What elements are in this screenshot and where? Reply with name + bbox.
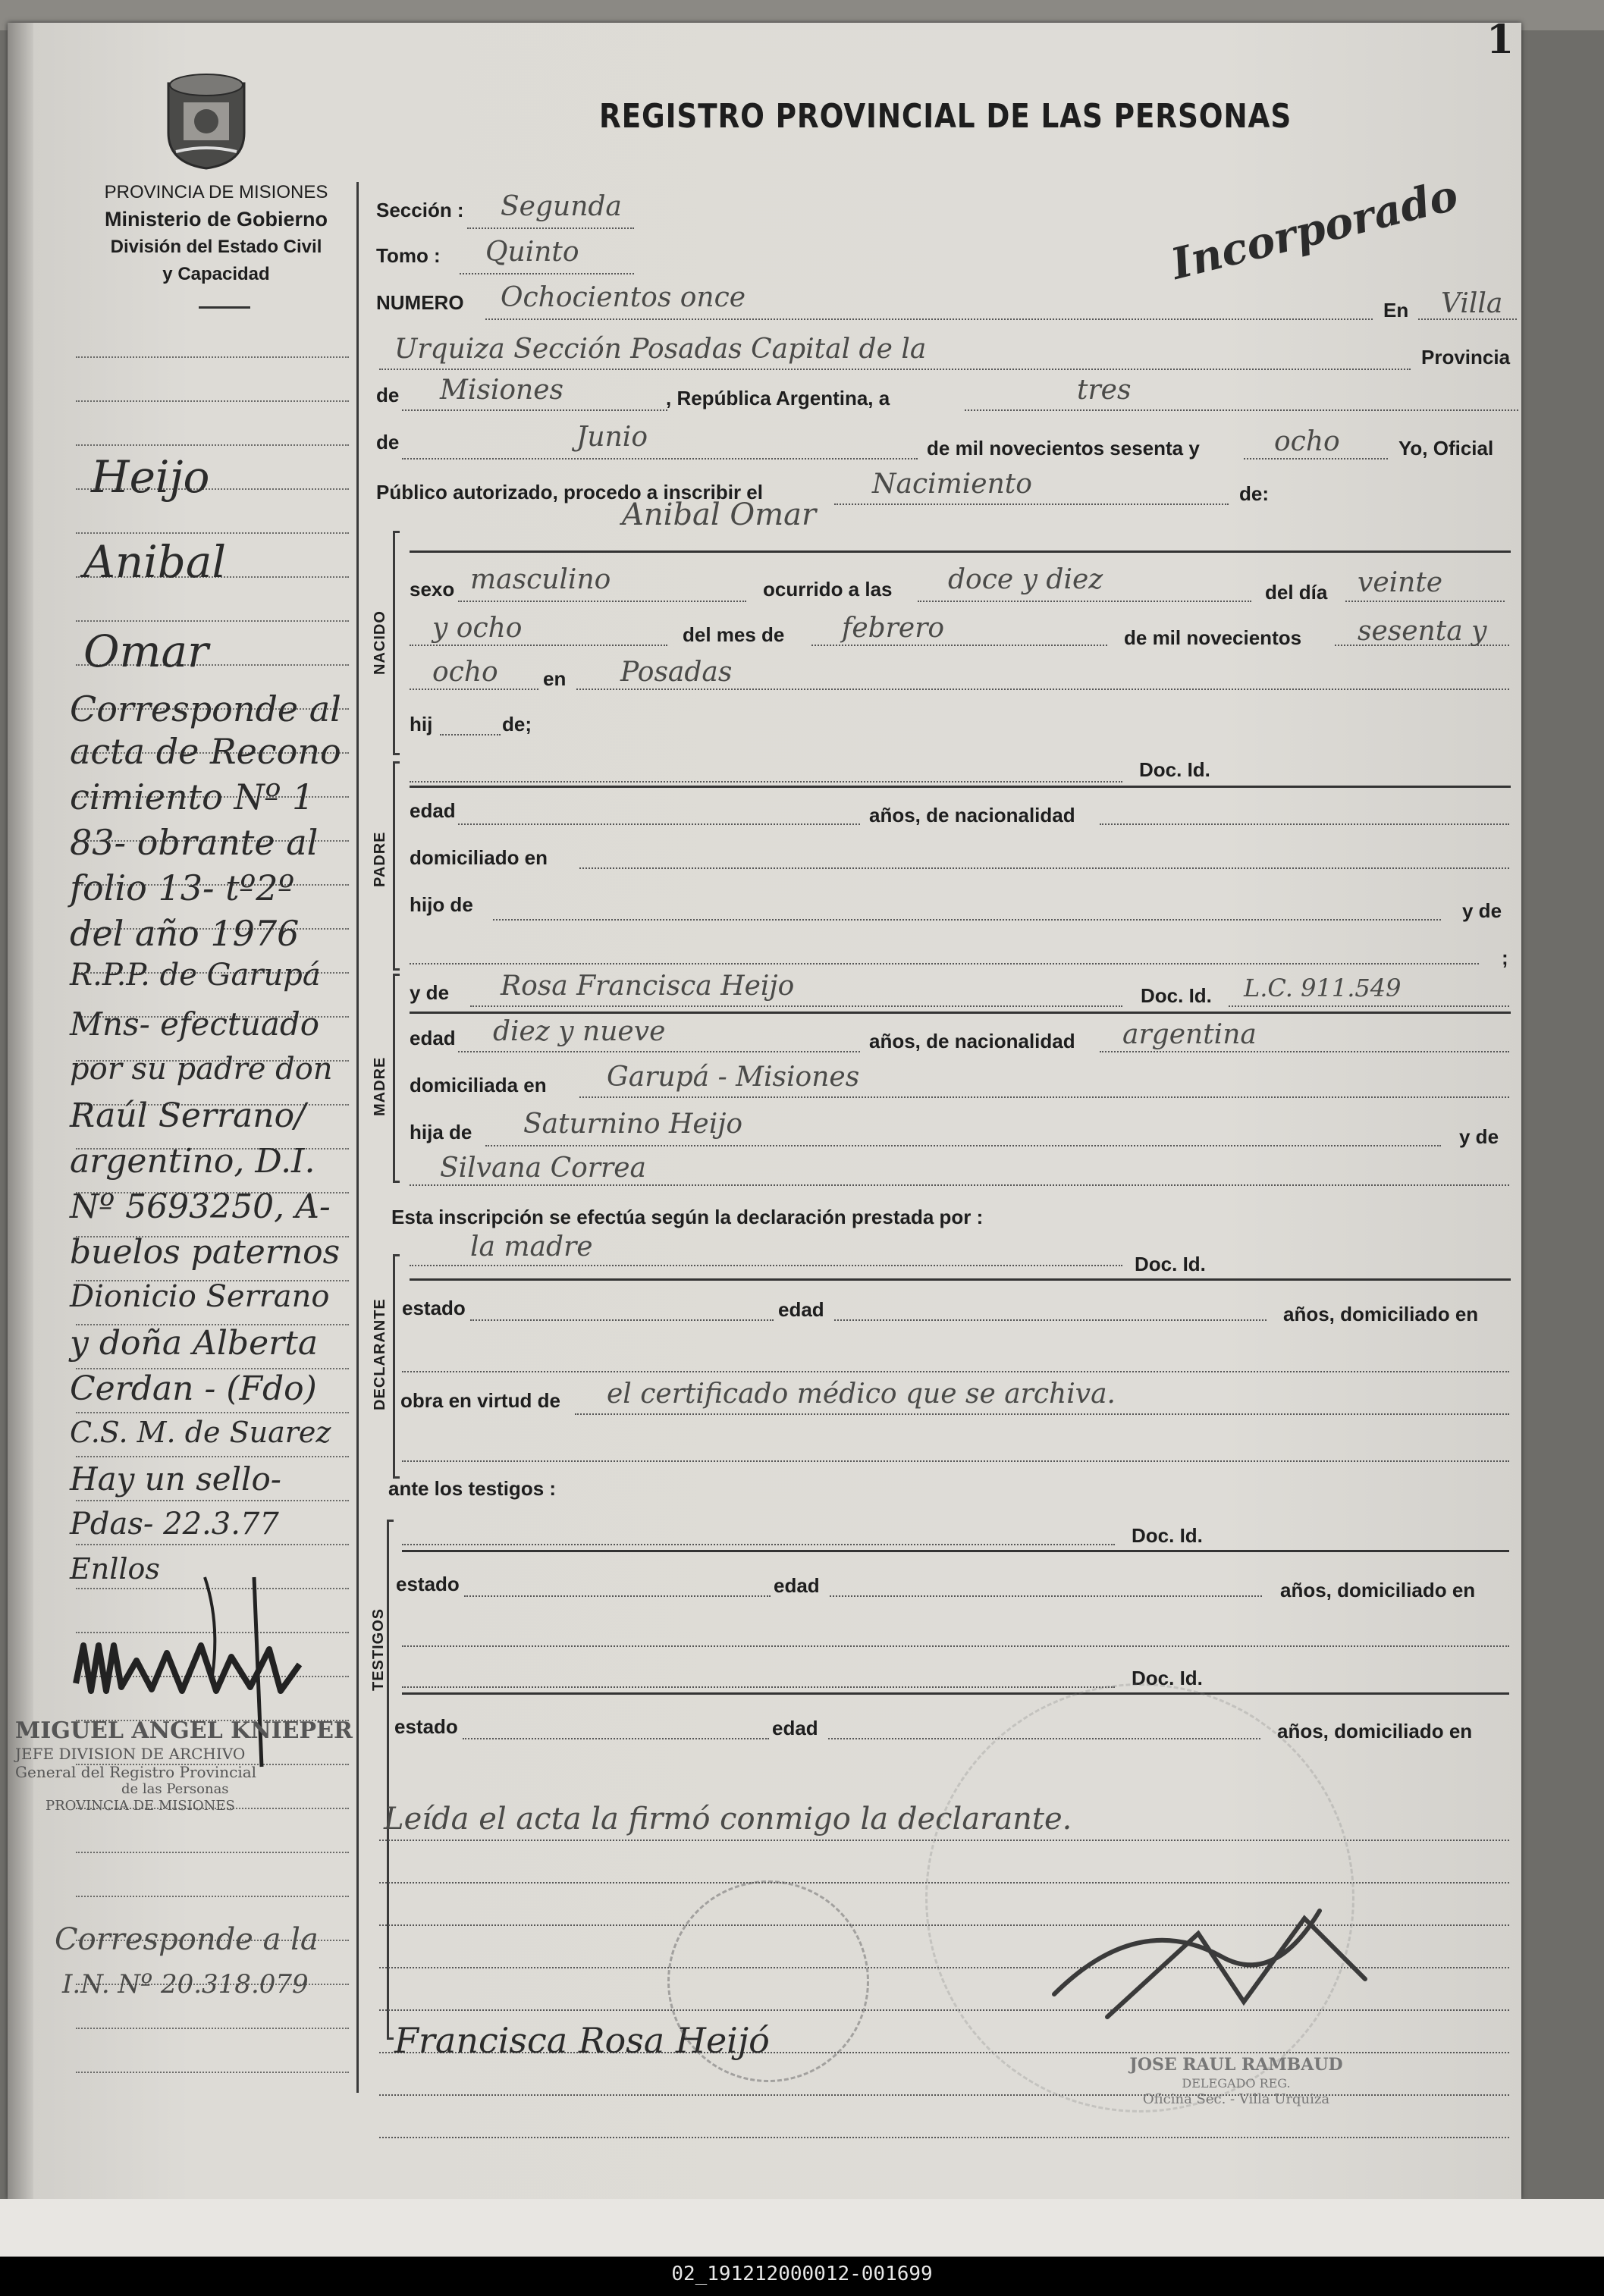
- margin-note-line: Raúl Serrano/: [70, 1096, 306, 1135]
- madre-bracket: [393, 974, 400, 1183]
- declarante-bracket: [393, 1254, 400, 1479]
- place-line-value: Urquiza Sección Posadas Capital de la: [394, 334, 927, 365]
- margin-guide-line: [76, 532, 349, 534]
- mes-value: febrero: [842, 613, 945, 644]
- archive-stamp: [15, 1717, 356, 1814]
- padre-domicilio-label: domiciliado en: [410, 846, 548, 869]
- nombre-value: Anibal Omar: [622, 497, 817, 532]
- margin-guide-line: [76, 1456, 349, 1457]
- declarante-doc-label: Doc. Id.: [1135, 1253, 1206, 1275]
- margin-note-line: R.P.P. de Garupá: [70, 958, 321, 993]
- seccion-label: Sección :: [376, 199, 464, 221]
- margin-guide-line: [76, 1500, 349, 1501]
- testigo2-anios-label: años, domiciliado en: [1277, 1720, 1473, 1742]
- testigo2-estado-label: estado: [394, 1715, 458, 1738]
- anio-label: de mil novecientos: [1124, 626, 1302, 649]
- hora-value: doce y diez: [948, 564, 1103, 595]
- madre-edad-label: edad: [410, 1027, 456, 1049]
- madre-nombre-value: Rosa Francisca Heijo: [501, 971, 795, 1002]
- margin-guide-line: [76, 1544, 349, 1545]
- madre-domicilio-label: domiciliada en: [410, 1074, 547, 1096]
- closing-guide-line: [379, 2137, 1509, 2138]
- year-value: ocho: [1274, 426, 1340, 457]
- margin-guide-line: [76, 356, 349, 358]
- testigos-label: ante los testigos :: [388, 1477, 557, 1500]
- margin-note-line: Pdas- 22.3.77: [70, 1507, 279, 1542]
- margin-note-line: argentino, D.I.: [70, 1142, 315, 1181]
- margin-note-line: Enllos: [70, 1552, 160, 1586]
- de3-label: de:: [1239, 482, 1269, 505]
- declaracion-label: Esta inscripción se efectúa según la declaración prestada por :: [391, 1206, 984, 1228]
- anio-cont-value: ocho: [432, 657, 498, 688]
- madre-yde-label: y de: [410, 981, 450, 1004]
- margin-note-line: por su padre don: [70, 1052, 333, 1087]
- capacity-heading: y Capacidad: [162, 264, 270, 284]
- lugar-value: Posadas: [620, 657, 733, 688]
- declarante-estado-label: estado: [402, 1297, 466, 1319]
- tomo-label: Tomo :: [376, 244, 441, 267]
- madre-yde2-label: y de: [1459, 1125, 1499, 1148]
- padre-yde-label: y de: [1462, 899, 1502, 922]
- declarante-section-label: DECLARANTE: [372, 1298, 388, 1410]
- madre-nac-label: años, de nacionalidad: [869, 1030, 1075, 1052]
- margin-guide-line: [76, 400, 349, 402]
- firma-value: Francisca Rosa Heijó: [394, 2020, 770, 2061]
- anio-value: sesenta y: [1358, 616, 1487, 647]
- oficial-label: Yo, Oficial: [1398, 437, 1494, 460]
- margin-note-line: del año 1976: [70, 913, 300, 954]
- heading-underline: [199, 306, 250, 309]
- bottom-note-line: Corresponde a la: [55, 1922, 319, 1957]
- nacido-section-label: NACIDO: [372, 610, 388, 675]
- madre-doc-label: Doc. Id.: [1141, 984, 1212, 1007]
- day-value: tres: [1077, 375, 1132, 406]
- official-stamp: [1085, 2055, 1388, 2108]
- obra-label: obra en virtud de: [400, 1389, 560, 1412]
- tomo-value: Quinto: [485, 237, 579, 268]
- provincia-value: Misiones: [440, 375, 564, 406]
- testigos-section-label: TESTIGOS: [370, 1608, 387, 1691]
- margin-note-line: Hay un sello-: [70, 1460, 281, 1498]
- sexo-value: masculino: [470, 564, 611, 595]
- testigo1-edad-label: edad: [774, 1574, 820, 1597]
- margin-note-line: 83- obrante al: [70, 822, 319, 863]
- hij-de-label: de;: [502, 713, 532, 736]
- padre-doc-label: Doc. Id.: [1139, 758, 1210, 781]
- margin-guide-line: [76, 444, 349, 446]
- margin-note-line: Corresponde al: [70, 688, 341, 729]
- margin-guide-line: [76, 1852, 349, 1853]
- month-value: Junio: [576, 422, 648, 453]
- publico-label: Público autorizado, procedo a inscribir el: [376, 481, 763, 503]
- closing-note: Leída el acta la firmó conmigo la declarante.: [384, 1802, 1072, 1836]
- hij-label: hij: [410, 713, 433, 736]
- testigo1-doc-label: Doc. Id.: [1132, 1524, 1203, 1547]
- round-seal-stamp: [667, 1880, 869, 2082]
- de-label: de: [376, 384, 400, 406]
- form-title: REGISTRO PROVINCIAL DE LAS PERSONAS: [599, 97, 1292, 136]
- obra-value: el certificado médico que se archiva.: [607, 1379, 1116, 1410]
- year-label: de mil novecientos sesenta y: [927, 437, 1200, 460]
- margin-guide-line: [76, 620, 349, 622]
- testigo1-anios-label: años, domiciliado en: [1280, 1579, 1476, 1601]
- margin-note-line: buelos paternos: [70, 1233, 341, 1272]
- madre-edad-value: diez y nueve: [493, 1016, 666, 1047]
- seccion-value: Segunda: [501, 191, 622, 222]
- margin-note-line: Nº 5693250, A-: [70, 1187, 331, 1226]
- padre-edad-label: edad: [410, 799, 456, 822]
- margin-note-line: folio 13- tº2º: [70, 867, 295, 908]
- declarante-edad-label: edad: [778, 1298, 824, 1321]
- madre-hija-label: hija de: [410, 1121, 472, 1143]
- madre-section-label: MADRE: [372, 1056, 388, 1116]
- dia-label: del día: [1265, 581, 1328, 604]
- en-label: En: [1383, 299, 1409, 322]
- margin-guide-line: [76, 2028, 349, 2029]
- de2-label: de: [376, 431, 400, 453]
- margin-guide-line: [76, 1896, 349, 1897]
- declarante-nombre-value: la madre: [470, 1231, 593, 1262]
- margin-note-line: acta de Recono: [70, 731, 341, 772]
- archive-reference: 02_191212000012-001699: [671, 2263, 933, 2285]
- numero-label: NUMERO: [376, 291, 464, 314]
- acto-value: Nacimiento: [872, 469, 1032, 500]
- en-nacido-label: en: [543, 667, 567, 690]
- page-number: 1: [1486, 17, 1515, 63]
- madre-madre-value: Silvana Correa: [440, 1153, 646, 1184]
- dia-value: veinte: [1358, 567, 1443, 598]
- testigos-bracket: [387, 1520, 394, 2040]
- stamp-line: General del Registro Provincial: [15, 1763, 257, 1781]
- ministry-heading: Ministerio de Gobierno: [104, 208, 328, 231]
- testigo2-edad-label: edad: [772, 1717, 818, 1739]
- column-divider: [356, 182, 359, 2093]
- padre-bracket: [393, 761, 400, 971]
- margin-note-line: Mns- efectuado: [70, 1005, 320, 1043]
- stamp-line: MIGUEL ANGEL KNIEPER: [15, 1717, 353, 1744]
- margin-note-line: C.S. M. de Suarez: [70, 1416, 331, 1449]
- padre-nac-label: años, de nacionalidad: [869, 804, 1075, 826]
- ocurrido-label: ocurrido a las: [763, 578, 893, 601]
- official-stamp-line: DELEGADO REG.: [1182, 2075, 1291, 2091]
- madre-padre-value: Saturnino Heijo: [523, 1109, 743, 1140]
- margin-note-line: Cerdan - (Fdo): [70, 1369, 317, 1408]
- margin-note-line: Dionicio Serrano: [70, 1279, 330, 1314]
- sexo-label: sexo: [410, 578, 455, 601]
- nacido-bracket: [393, 531, 400, 755]
- stamp-line: de las Personas: [121, 1781, 229, 1797]
- provincia-label: Provincia: [1421, 346, 1511, 369]
- padre-semicolon: ;: [1502, 946, 1508, 969]
- official-stamp-line: Oficina Sec. - Villa Urquiza: [1142, 2091, 1330, 2107]
- testigo1-estado-label: estado: [396, 1573, 460, 1595]
- dia-cont-value: y ocho: [432, 613, 523, 644]
- margin-guide-line: [76, 1412, 349, 1413]
- numero-value: Ochocientos once: [501, 282, 746, 313]
- bottom-note-line: I.N. Nº 20.318.079: [62, 1969, 309, 2000]
- page-binding: [8, 23, 33, 2199]
- stamp-line: PROVINCIA DE MISIONES: [46, 1797, 235, 1814]
- declarante-anios-label: años, domiciliado en: [1283, 1303, 1479, 1325]
- margin-note-line: cimiento Nº 1: [70, 776, 315, 817]
- official-stamp-line: JOSE RAUL RAMBAUD: [1129, 2055, 1343, 2075]
- provincial-seal-icon: [161, 68, 252, 171]
- testigo2-doc-label: Doc. Id.: [1132, 1667, 1203, 1689]
- mes-label: del mes de: [683, 623, 785, 646]
- madre-domicilio-value: Garupá - Misiones: [607, 1062, 860, 1093]
- margin-note-line: Heijo: [91, 451, 210, 503]
- en-value: Villa: [1441, 288, 1503, 319]
- margin-note-line: Omar: [83, 626, 209, 677]
- corrected-stamp: Incorporado: [1166, 170, 1463, 290]
- madre-doc-value: L.C. 911.549: [1244, 974, 1402, 1002]
- padre-section-label: PADRE: [372, 831, 388, 887]
- official-signature: [1047, 1865, 1395, 2047]
- stamp-line: JEFE DIVISION DE ARCHIVO: [15, 1745, 246, 1763]
- republica-label: , República Argentina, a: [666, 387, 890, 409]
- margin-note-line: y doña Alberta: [70, 1324, 319, 1363]
- margin-note-line: Anibal: [83, 536, 227, 588]
- madre-nac-value: argentina: [1122, 1019, 1257, 1050]
- province-heading: PROVINCIA DE MISIONES: [104, 182, 328, 202]
- padre-hijo-label: hijo de: [410, 893, 473, 916]
- division-heading: División del Estado Civil: [110, 237, 322, 257]
- margin-guide-line: [76, 2072, 349, 2073]
